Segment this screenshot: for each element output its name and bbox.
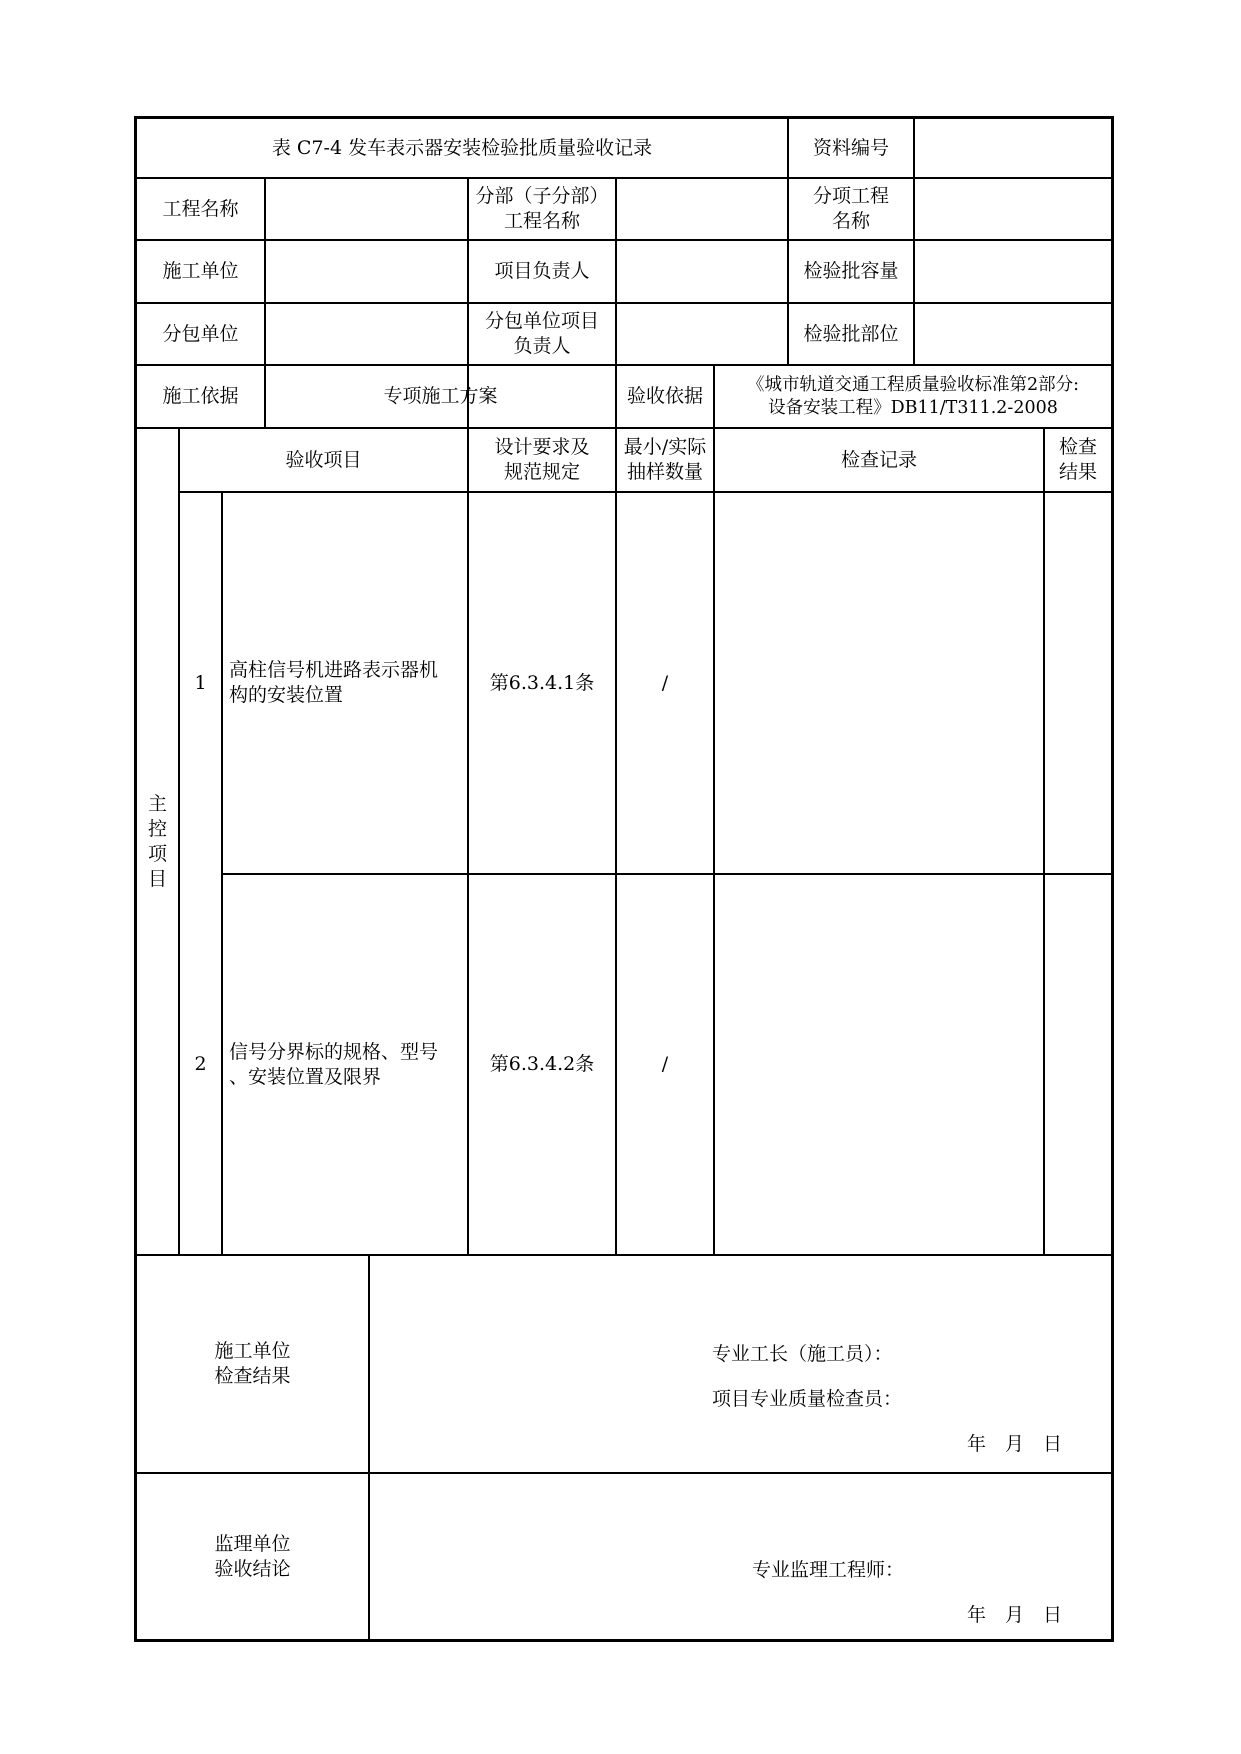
contractor-field[interactable] <box>266 241 467 302</box>
construction-basis-label: 施工依据 <box>162 385 239 407</box>
batch-location-field[interactable] <box>915 304 1111 364</box>
construction-basis-value: 专项施工方案 <box>383 385 498 407</box>
main-control-char: 主 <box>147 792 167 815</box>
engineer-signature-label: 专业监理工程师： <box>752 1559 905 1581</box>
row-1-sample: / <box>661 671 669 694</box>
header-design-req: 设计要求及 规范规定 <box>494 436 590 483</box>
row-2-sample: / <box>661 1053 669 1075</box>
row-1-no: 1 <box>194 671 207 694</box>
sub-manager-label: 分包单位项目 负责人 <box>484 310 599 357</box>
row-1-record[interactable] <box>715 493 1043 873</box>
row-1-design-req: 第6.3.4.1条 <box>489 671 595 694</box>
row-2-item: 信号分界标的规格、型号 、安装位置及限界 <box>229 1040 439 1088</box>
acceptance-basis-label: 验收依据 <box>626 385 703 407</box>
doc-no-field[interactable] <box>915 119 1111 177</box>
row-2-no: 2 <box>194 1053 207 1075</box>
project-manager-label: 项目负责人 <box>494 260 590 282</box>
contractor-label: 施工单位 <box>162 260 239 282</box>
batch-capacity-field[interactable] <box>915 241 1111 302</box>
contractor-date: 年 月 日 <box>967 1433 1063 1455</box>
subcontractor-label: 分包单位 <box>162 322 239 345</box>
project-name-label: 工程名称 <box>162 197 239 220</box>
sub-manager-field[interactable] <box>617 304 787 364</box>
row-2-record[interactable] <box>715 875 1043 1254</box>
acceptance-basis-value: 《城市轨道交通工程质量验收标准第2部分: 设备安装工程》DB11/T311.2-2008 <box>746 374 1080 418</box>
form-title: 表 C7-4 发车表示器安装检验批质量验收记录 <box>271 136 653 159</box>
batch-location-label: 检验批部位 <box>803 322 899 345</box>
inspector-signature-label: 项目专业质量检查员： <box>712 1388 903 1410</box>
subdivision-label: 分部（子分部） 工程名称 <box>475 185 609 232</box>
main-control-label <box>137 429 178 1254</box>
project-name-field[interactable] <box>266 179 467 239</box>
header-item: 验收项目 <box>285 448 362 471</box>
main-control-char: 控 <box>147 817 167 840</box>
row-1-item: 高柱信号机进路表示器机 构的安装位置 <box>229 659 439 706</box>
foreman-signature-label: 专业工长（施工员）： <box>712 1343 893 1365</box>
main-control-char: 项 <box>147 842 167 865</box>
sub-item-label: 分项工程 名称 <box>812 185 889 232</box>
row-2-result[interactable] <box>1045 875 1111 1254</box>
sub-item-field[interactable] <box>915 179 1111 239</box>
doc-no-label: 资料编号 <box>812 136 889 159</box>
supervisor-check-label: 监理单位 验收结论 <box>214 1532 291 1580</box>
project-manager-field[interactable] <box>617 241 787 302</box>
acceptance-form <box>134 116 1114 1642</box>
header-record: 检查记录 <box>840 448 917 471</box>
header-result: 检查 结果 <box>1058 436 1097 483</box>
main-control-char: 目 <box>147 867 167 890</box>
supervisor-date: 年 月 日 <box>967 1604 1063 1626</box>
row-2-design-req: 第6.3.4.2条 <box>489 1053 595 1075</box>
header-sample: 最小/实际 抽样数量 <box>623 436 707 483</box>
contractor-check-label: 施工单位 检查结果 <box>214 1340 291 1387</box>
subcontractor-field[interactable] <box>266 304 467 364</box>
batch-capacity-label: 检验批容量 <box>803 260 899 282</box>
subdivision-field[interactable] <box>617 179 787 239</box>
grid-line <box>368 1254 370 1639</box>
row-1-result[interactable] <box>1045 493 1111 873</box>
